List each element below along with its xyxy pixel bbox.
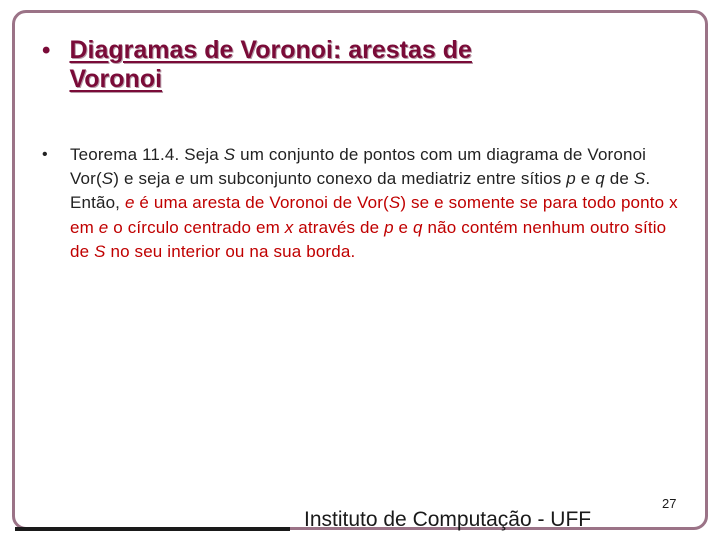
- emphasis-segment: o círculo centrado em: [108, 217, 285, 237]
- emphasis-segment: S: [388, 193, 401, 213]
- emphasis-segment: é uma aresta de Voronoi de Vor(: [134, 193, 389, 213]
- footer-rule: [15, 527, 290, 531]
- text-segment: um subconjunto conexo da mediatriz entre sítios: [184, 169, 567, 189]
- title-text: Diagramas de Voronoi: arestas de Voronoi: [69, 36, 472, 93]
- emphasis-segment: e: [393, 217, 414, 237]
- text-segment: de: [604, 169, 634, 189]
- emphasis-segment: S: [94, 241, 106, 261]
- emphasis-segment: ) se e somente se para todo ponto x em: [70, 193, 678, 237]
- text-segment: um conjunto de pontos com um diagrama de Voronoi Vor(: [70, 145, 647, 189]
- footer-institution: Instituto de Computação - UFF: [304, 508, 592, 531]
- emphasis-segment: q: [413, 217, 423, 237]
- text-segment: S: [101, 169, 114, 189]
- text-segment: . Então,: [70, 169, 651, 213]
- body-bullet: •: [42, 146, 48, 163]
- text-segment: p: [566, 169, 576, 189]
- text-segment: S: [223, 145, 236, 164]
- emphasis-segment: não contém nenhum outro sítio de: [70, 217, 667, 261]
- theorem-text: [70, 143, 680, 264]
- emphasis-segment: p: [384, 217, 394, 237]
- emphasis-segment: x: [284, 217, 294, 237]
- emphasis-segment: através de: [293, 217, 385, 237]
- title-bullet: •: [42, 37, 51, 64]
- emphasis-segment: e: [124, 193, 135, 213]
- text-segment: S: [633, 169, 646, 189]
- text-segment: q: [595, 169, 605, 189]
- text-segment: ) e seja: [113, 169, 176, 189]
- emphasis-segment: no seu interior ou na sua borda.: [105, 241, 356, 261]
- theorem-paragraph: [42, 143, 682, 264]
- emphasis-segment: e: [98, 217, 109, 237]
- text-segment: Teorema 11.4. Seja: [70, 145, 224, 164]
- page-number: 27: [662, 496, 677, 511]
- slide-title: [42, 36, 562, 94]
- text-segment: e: [575, 169, 596, 189]
- text-segment: e: [175, 169, 185, 189]
